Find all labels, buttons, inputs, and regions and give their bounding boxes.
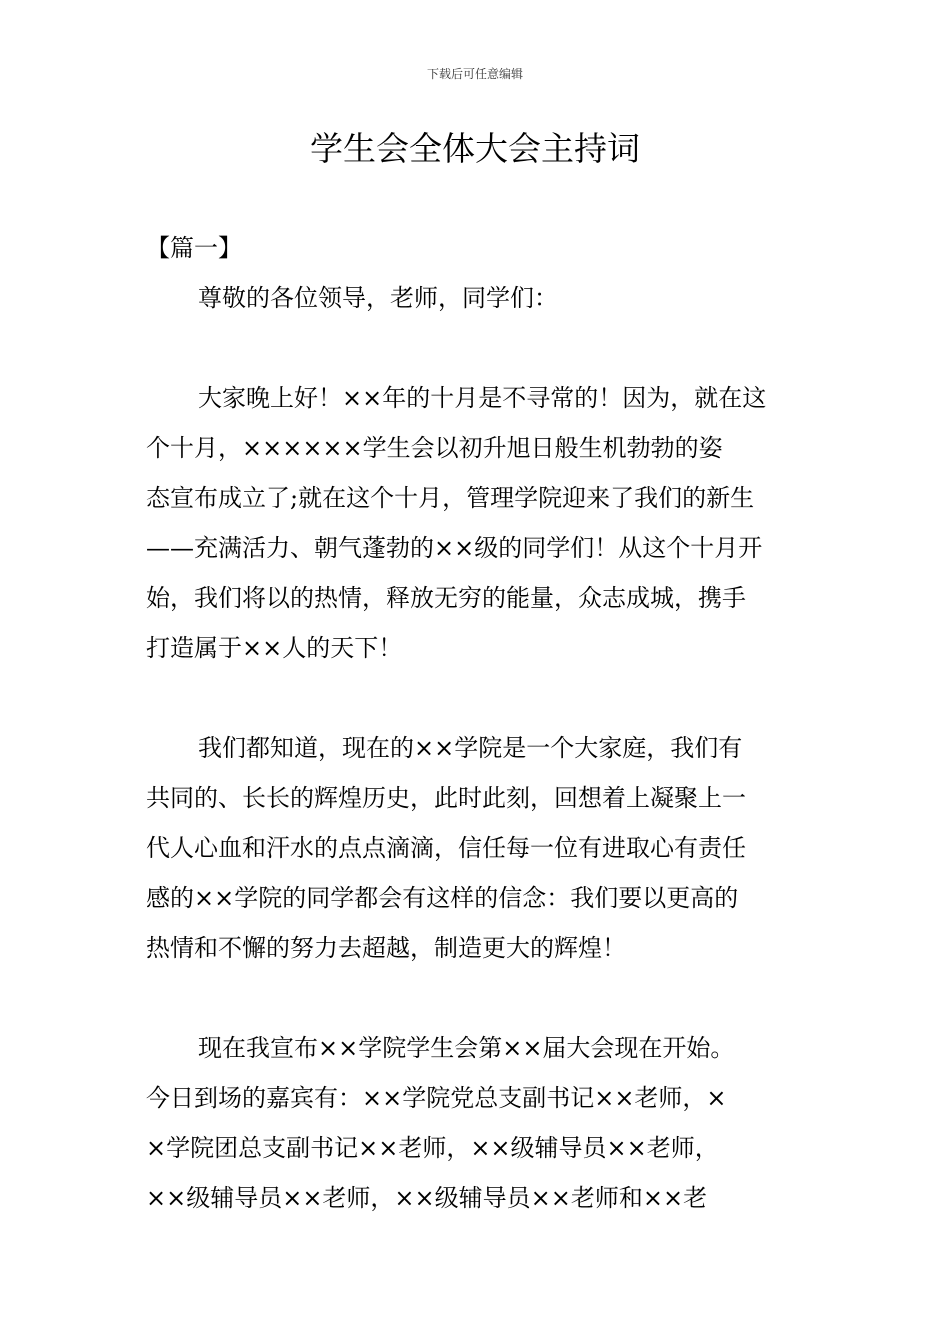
paragraph-3-line-1: 现在我宣布××学院学生会第××届大会现在开始。 — [198, 1034, 735, 1062]
paragraph-2-line-2: 共同的、长长的辉煌历史，此时此刻，回想着上凝聚上一 — [146, 784, 746, 812]
paragraph-3-line-3: ×学院团总支副书记××老师，××级辅导员××老师， — [146, 1134, 719, 1162]
paragraph-1-line-4: ——充满活力、朝气蓬勃的××级的同学们！从这个十月开 — [146, 534, 763, 562]
paragraph-2-line-5: 热情和不懈的努力去超越，制造更大的辉煌！ — [146, 934, 626, 962]
header-note: 下载后可任意编辑 — [426, 67, 523, 81]
document-title: 学生会全体大会主持词 — [310, 129, 640, 168]
salutation-line: 尊敬的各位领导，老师，同学们： — [198, 284, 558, 312]
paragraph-2-line-3: 代人心血和汗水的点点滴滴，信任每一位有进取心有责任 — [146, 834, 746, 862]
paragraph-3-line-4: ××级辅导员××老师，××级辅导员××老师和××老 — [146, 1184, 708, 1212]
paragraph-1-line-5: 始，我们将以的热情，释放无穷的能量，众志成城，携手 — [146, 584, 746, 612]
paragraph-1-line-3: 态宣布成立了;就在这个十月，管理学院迎来了我们的新生 — [146, 484, 755, 512]
paragraph-2-line-1: 我们都知道，现在的××学院是一个大家庭，我们有 — [198, 734, 743, 762]
paragraph-1-line-2: 个十月，××××××学生会以初升旭日般生机勃勃的姿 — [146, 434, 723, 462]
paragraph-1-line-6: 打造属于××人的天下！ — [146, 634, 403, 662]
paragraph-3-line-2: 今日到场的嘉宾有：××学院党总支副书记××老师，× — [146, 1084, 727, 1112]
paragraph-1-line-1: 大家晚上好！××年的十月是不寻常的！因为，就在这 — [198, 384, 767, 412]
section-label: 【篇一】 — [146, 234, 242, 262]
paragraph-2-line-4: 感的××学院的同学都会有这样的信念：我们要以更高的 — [146, 884, 739, 912]
